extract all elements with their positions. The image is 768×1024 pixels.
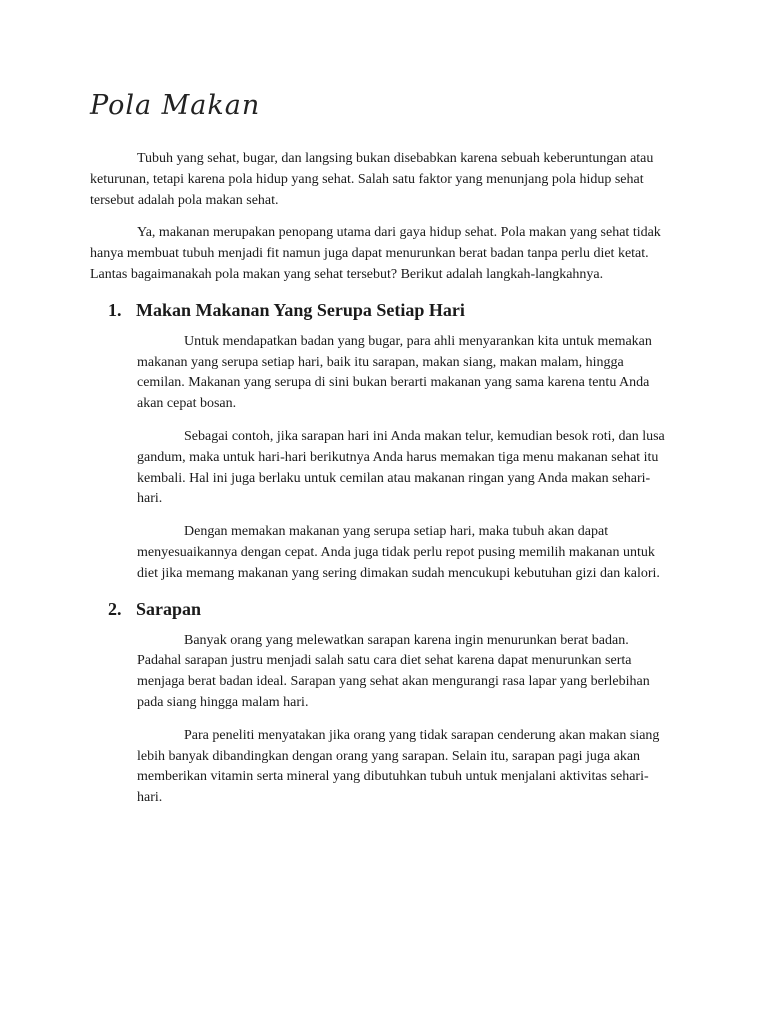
document-title: Pola Makan bbox=[90, 90, 261, 121]
section-heading bbox=[108, 298, 668, 322]
intro-paragraph: Tubuh yang sehat, bugar, dan langsing bukan disebabkan karena sebuah keberuntungan atau keturunan, tetapi karena pola hidup yang sehat. Salah satu faktor yang menunjang pola hidup sehat tersebut adalah pola makan sehat. bbox=[90, 151, 654, 208]
section-paragraph: Para peneliti menyatakan jika orang yang tidak sarapan cenderung akan makan siang lebih banyak dibandingkan dengan orang yang sarapan. Selain itu, sarapan pagi juga akan memberikan vitamin serta mineral yang dibutuhkan tubuh untuk menjalani aktivitas sehari-hari. bbox=[137, 727, 660, 806]
intro-paragraph: Ya, makanan merupakan penopang utama dari gaya hidup sehat. Pola makan yang sehat tidak hanya membuat tubuh menjadi fit namun juga dapat menurunkan berat badan tanpa perlu diet ketat. Lantas bagaimanakah pola makan yang sehat tersebut? Berikut adalah langkah-langkahnya. bbox=[90, 225, 661, 282]
section-1 bbox=[90, 298, 668, 585]
section-number: 2. bbox=[108, 598, 122, 619]
section-body bbox=[137, 631, 668, 809]
section-number: 1. bbox=[108, 299, 122, 320]
section-paragraph: Untuk mendapatkan badan yang bugar, para ahli menyarankan kita untuk memakan makanan yang serupa setiap hari, baik itu sarapan, makan siang, makan malam, hingga cemilan. Makanan yang serupa di sini bukan berarti makanan yang sama karena tentu Anda akan cepat bosan. bbox=[137, 333, 652, 412]
section-paragraph: Sebagai contoh, jika sarapan hari ini Anda makan telur, kemudian besok roti, dan lusa gandum, maka untuk hari-hari berikutnya Anda harus memakan tiga menu makanan sehat itu kembali. Hal ini juga berlaku untuk cemilan atau makanan ringan yang Anda makan sehari-hari. bbox=[137, 428, 665, 507]
section-title: Makan Makanan Yang Serupa Setiap Hari bbox=[136, 299, 465, 320]
section-title: Sarapan bbox=[136, 598, 202, 619]
section-paragraph: Banyak orang yang melewatkan sarapan karena ingin menurunkan berat badan. Padahal sarapan justru menjadi salah satu cara diet sehat karena dapat menurunkan serta menjaga berat badan ideal. Sarapan yang sehat akan mengurangi rasa lapar yang berlebihan pada siang hingga malam hari. bbox=[137, 632, 650, 710]
section-2 bbox=[90, 597, 668, 809]
section-body bbox=[137, 332, 668, 585]
intro bbox=[90, 149, 668, 286]
section-paragraph: Dengan memakan makanan yang serupa setiap hari, maka tubuh akan dapat menyesuaikannya dengan cepat. Anda juga tidak perlu repot pusing memilih makanan untuk diet jika memang makanan yang sering dimakan sudah mencukupi kebutuhan gizi dan kalori. bbox=[137, 524, 660, 581]
section-heading bbox=[108, 597, 668, 621]
document-content bbox=[90, 149, 668, 821]
